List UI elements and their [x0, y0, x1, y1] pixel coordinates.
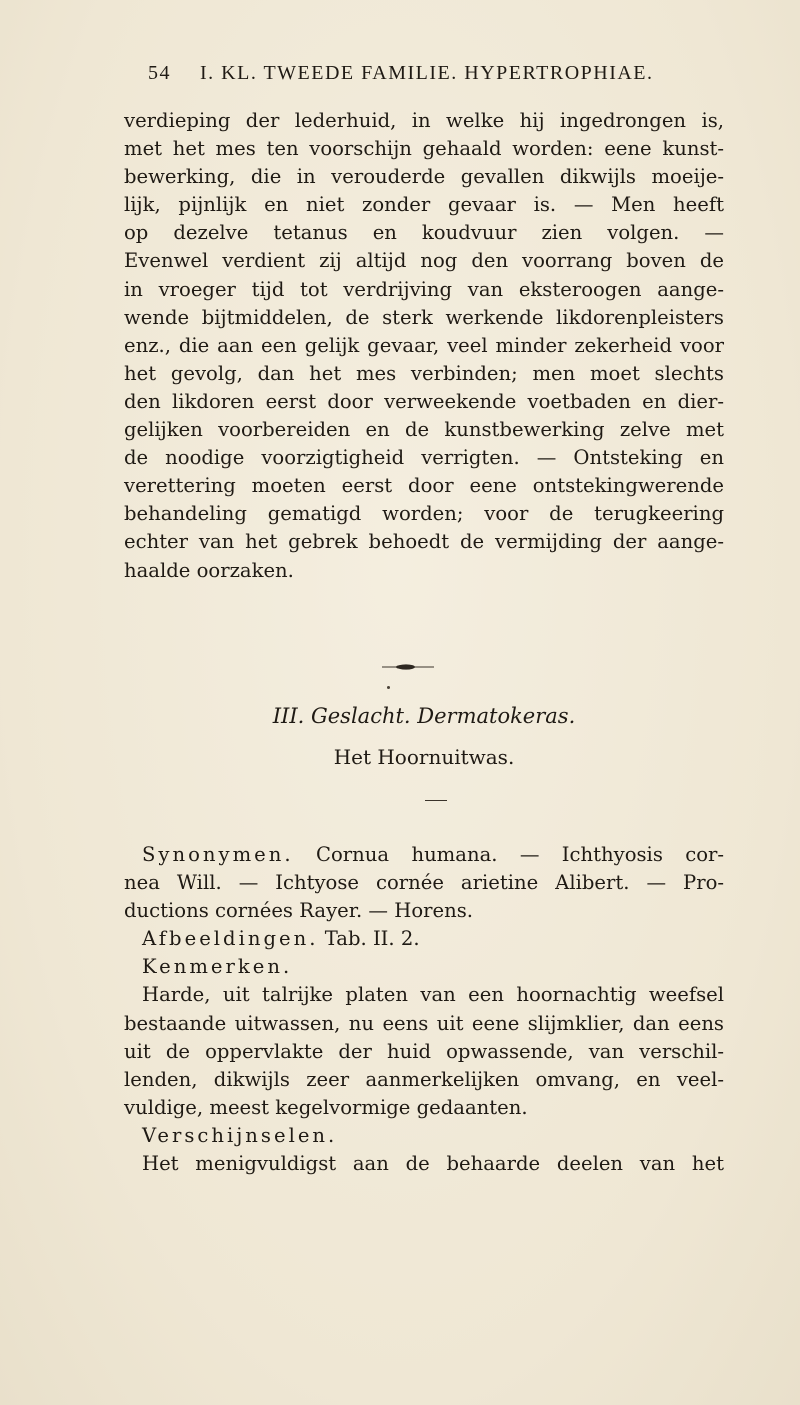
running-head [148, 62, 708, 85]
section-title: III. Geslacht. Dermatokeras. [272, 704, 576, 728]
text-line: wende bijtmiddelen, de sterk werkende likdorenpleisters [124, 305, 724, 329]
text-line: het gevolg, dan het mes verbinden; men moet slechts [124, 361, 724, 385]
text-line: verettering moeten eerst door eene ontstekingwerende [124, 474, 724, 498]
text-line: bestaande uitwassen, nu eens uit eene slijmklier, dan eens [124, 1011, 724, 1035]
text-line: op dezelve tetanus en koudvuur zien volgen. — [124, 221, 724, 245]
afbeeldingen-label: Afbeeldingen. [142, 927, 319, 951]
text-line: gelijken voorbereiden en de kunstbewerking zelve met [124, 418, 724, 442]
section-subtitle: Het Hoornuitwas. [333, 745, 515, 769]
running-title: I. KL. TWEEDE FAMILIE. HYPERTROPHIAE. [200, 62, 654, 84]
text-line: lenden, dikwijls zeer aanmerkelijken omvang, en veel- [124, 1067, 724, 1091]
text-line: de noodige voorzigtigheid verrigten. — Ontsteking en [124, 446, 724, 470]
text-line: in vroeger tijd tot verdrijving van eksteroogen aange- [124, 277, 724, 301]
text-line: den likdoren eerst door verweekende voetbaden en dier- [124, 389, 724, 413]
text-line: ductions cornées Rayer. — Horens. [124, 899, 473, 923]
text-line: Harde, uit talrijke platen van een hoornachtig weefsel [142, 983, 724, 1007]
verschijnselen-line [124, 1122, 724, 1150]
afbeeldingen-text: Tab. II. 2. [324, 927, 420, 951]
synonymen-line [124, 841, 724, 869]
text-line: lijk, pijnlijk en niet zonder gevaar is. — Men heeft [124, 193, 724, 217]
text-line: enz., die aan een gelijk gevaar, veel minder zekerheid voor [124, 333, 724, 357]
ink-speck [387, 686, 390, 689]
text-line: verdieping der lederhuid, in welke hij ingedrongen is, [124, 109, 724, 132]
text-line: bewerking, die in verouderde gevallen dikwijls moeije- [124, 165, 724, 189]
text-line: echter van het gebrek behoedt de vermijding der aange- [124, 530, 724, 554]
short-rule [425, 800, 447, 801]
text-line: met het mes ten voorschijn gehaald worden: eene kunst- [124, 137, 724, 161]
text-line: Evenwel verdient zij altijd nog den voorrang boven de [124, 249, 724, 273]
text-line: vuldige, meest kegelvormige gedaanten. [124, 1095, 528, 1119]
paragraph-dermatokeras [124, 841, 724, 1178]
synonymen-label: Synonymen. [142, 843, 294, 866]
paragraph-likdoren-treatment [124, 107, 724, 585]
text-line: uit de oppervlakte der huid opwassende, van verschil- [124, 1039, 724, 1063]
afbeeldingen-line [124, 925, 724, 953]
kenmerken-line [124, 953, 724, 981]
synonymen-text: Cornua humana. — Ichthyosis cor- [316, 843, 724, 866]
section-divider-ornament [380, 660, 436, 674]
text-line: behandeling gematigd worden; voor de terugkeering [124, 502, 724, 526]
verschijnselen-label: Verschijnselen. [142, 1123, 338, 1147]
text-line: nea Will. — Ichtyose cornée arietine Alibert. — Pro- [124, 871, 724, 895]
text-line: Het menigvuldigst aan de behaarde deelen van het [142, 1152, 724, 1176]
text-line: haalde oorzaken. [124, 558, 294, 582]
page-number: 54 [148, 62, 171, 84]
kenmerken-label: Kenmerken. [142, 955, 293, 979]
